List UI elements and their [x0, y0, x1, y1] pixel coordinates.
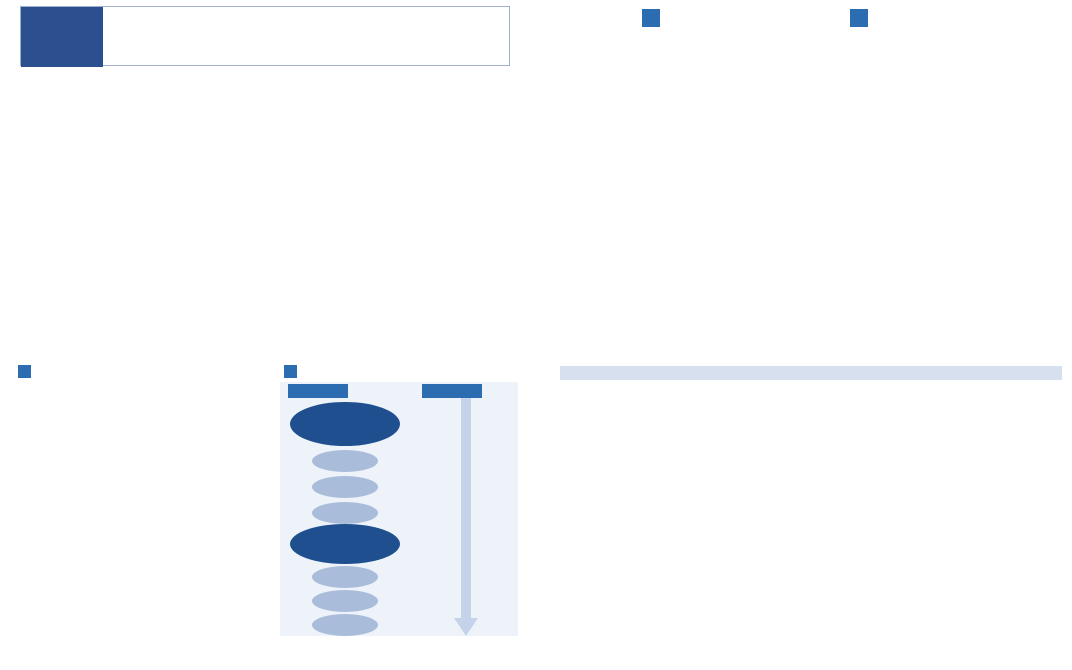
- section-4-header: [284, 364, 301, 378]
- policy-2: [290, 524, 400, 564]
- roadmap-header: [560, 366, 1062, 380]
- policy-1-item-3: [312, 502, 378, 524]
- plan-label: [422, 384, 482, 398]
- summary-label: [21, 7, 103, 67]
- section-2-header: [850, 8, 874, 28]
- policy-1: [290, 402, 400, 446]
- policy-1-item-2: [312, 476, 378, 498]
- roadmap-panel: [560, 366, 1062, 632]
- evaluation-panel: [20, 6, 510, 286]
- policy-2-item-1: [312, 566, 378, 588]
- current-summary-panel: [564, 8, 1058, 286]
- summary-box: [20, 6, 510, 66]
- section-1-header: [642, 8, 666, 28]
- section-3-header: [18, 364, 35, 378]
- policy-1-item-1: [312, 450, 378, 472]
- plan-summary-panel: [18, 364, 518, 636]
- policy-2-item-3: [312, 614, 378, 636]
- policy-label: [288, 384, 348, 398]
- timeline-arrow: [454, 398, 478, 636]
- policy-2-item-2: [312, 590, 378, 612]
